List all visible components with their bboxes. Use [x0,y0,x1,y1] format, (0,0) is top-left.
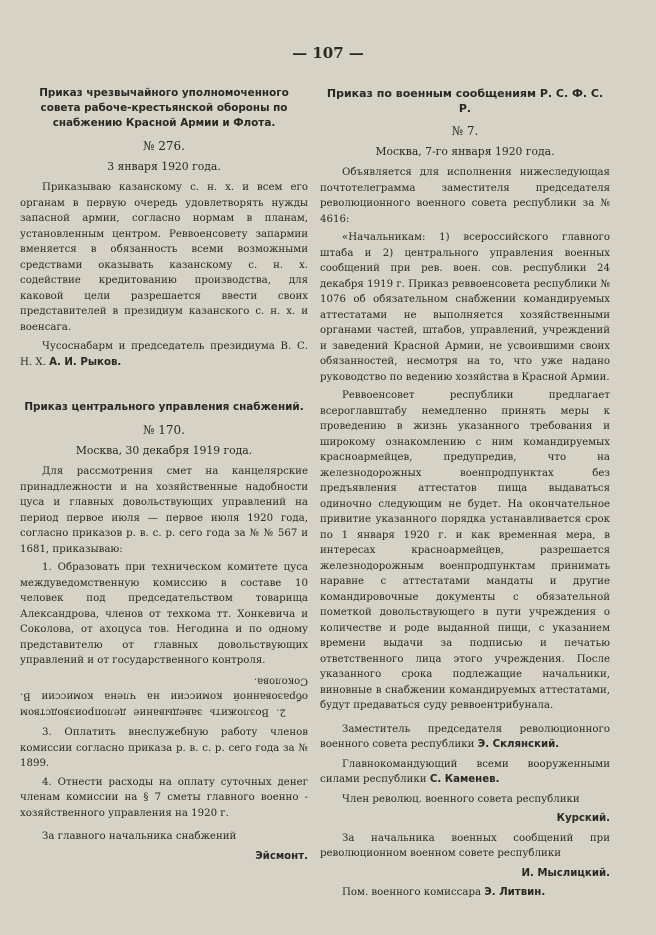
signature-sklyansky-name: Э. Склянский. [477,739,560,750]
order-276-signature-prefix: Чусоснабарм и председатель президиума В. С. Н. Х. [20,341,308,368]
signature-sklyansky-text: Заместитель председателя революционного военного совета республики [320,723,610,750]
signature-myslitsky-name: И. Мыслицкий. [521,867,610,879]
order-170-number: № 170. [143,423,185,437]
signature-kamenev [320,757,610,788]
order-276-title: Приказ чрезвычайного уполномоченного совета рабоче-крестьянской обороны по снабжению Красной Армии и Флота. [39,87,289,129]
signature-litvin-name: Э. Литвин. [484,887,546,898]
order-276-signature [20,339,308,370]
order-170-signature-prefix: За главного начальника снабжений [42,831,237,842]
order-7-date: Москва, 7-го января 1920 года. [375,144,555,158]
left-column [20,86,308,864]
order-170-intro: Для рассмотрения смет на канцелярские принадлежности и на хозяйственные надобности цуса и главных довольствующих управлений на период первое июля — первое июля 1920 года, согласно приказов р. в. с. р. сего года за № № 567 и 1681, приказываю: [20,466,308,555]
signature-kursky-text: Член революц. военного совета республики [342,793,580,805]
order-276-body: Приказываю казанскому с. н. х. и всем его органам в первую очередь удовлетворять нужды запасной армии, согласно нормам в планам, установленным центром. Реввоенсовету запармии вменяется в обязанность всеми возможными средствами оказывать казанскому с. н. х. содействие кредитованию производства, для каковой цели разрешается ввести своих представителей в президиум казанского с. н. х. и военсага. [20,182,308,333]
page-number: — 107 — [292,44,364,62]
order-7-paragraph-2: Реввоенсовет республики предлагает всероглавштабу немедленно принять меры к проведению в жизнь указанного требования и широкому ознакомлению с ним командируемых красноармейцев, предупредив, что на железнодорожных военпродпунктах без предъявления аттестатов пища выдаваться одиночно следующим не будет. На окончательное привитие указанного порядка устанавливается срок по 1 января 1920 г. и как временная мера, в интересах красноармейцев, разрешается железнодорожным военпродпунктам принимать наравне с аттестатами мандаты и другие командировочные документы с обязательной пометкой довольствующего в пути учреждения о количестве и роде выданной пищи, с указанием времени выдачи за подписью и печатью ответственного лица этого учреждения. После указанного срока подлежащие начальники, виновные в снабжении командируемых аттестатами, будут предаваться суду реввоентрибунала. [320,390,610,711]
signature-sklyansky [320,722,610,753]
order-276-signature-name: А. И. Рыков. [49,356,122,368]
order-170-date: Москва, 30 декабря 1919 года. [75,443,253,457]
order-170-item-3: 3. Оплатить внеслужебную работу членов комиссии согласно приказа р. в. с. р. сего года за № 1899. [20,727,308,769]
order-7-number: № 7. [451,124,479,138]
signature-myslitsky-text: За начальника военных сообщений при революционном военном совете республики [320,832,610,859]
order-7-intro: Объявляется для исполнения нижеследующая почтотелеграмма заместителя председателя революционного военного совета республики за № 4616: [320,167,610,225]
order-170-item-1: 1. Образовать при техническом комитете цуса междуведомственную комиссию в составе 10 человек под председательством товарища Александрова, членов от техкома тт. Хонкевича и Соколова, от ахоцуса тов. Негодина и по одному представителю от главных довольствующих управлений и от государственного контроля. [20,562,308,666]
order-170-item-2-inverted: 2. Возложить заведывание делопроизводством образованной комиссии на члена комиссии В. Соколова. [20,675,308,717]
signature-kursky-name: Курский. [556,813,610,824]
order-276-number: № 276. [143,139,185,153]
order-276-date: 3 января 1920 года. [107,159,221,173]
signature-kamenev-name: С. Каменев. [429,774,500,785]
right-column [320,86,610,905]
order-7-title: Приказ по военным сообщениям Р. С. Ф. С. Р. [326,87,604,115]
signature-litvin-text: Пом. военного комиссара [342,887,482,898]
order-7-quote: «Начальникам: 1) всероссийского главного штаба и 2) центрального управления военных сообщений при рев. воен. сов. республики 24 декабря 1919 г. Приказ реввоенсовета республики № 1076 об обязательном снабжении командируемых аттестатами не выполняется хозяйственными органами частей, штабов, управлений, учреждений и заведений Красной Армии, не усвоившими своих обязанностей, несмотря на то, что уже надано руководство по ведению хозяйства в Красной Армии. [320,232,610,383]
signature-litvin [320,885,610,901]
signature-kamenev-text: Главнокомандующий всеми вооруженными силами республики [320,758,610,785]
order-170-signature-name: Эйсмонт. [255,850,308,862]
order-170-title: Приказ центрального управления снабжений. [24,401,304,413]
order-170-item-4: 4. Отнести расходы на оплату суточных денег членам комиссии на § 7 сметы главного военно - хозяйственного управления на 1920 г. [20,776,308,819]
